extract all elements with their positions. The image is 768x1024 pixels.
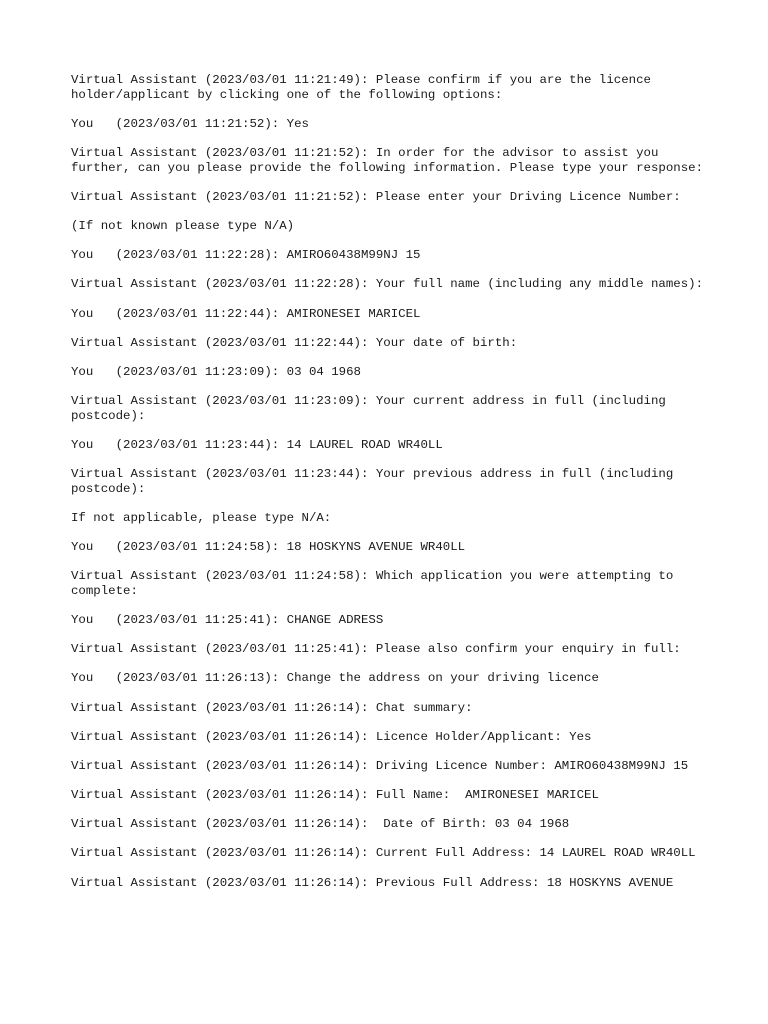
assistant-message: Virtual Assistant (2023/03/01 11:26:14): Current Full Address: 14 LAUREL ROAD WR40LL [71,846,696,861]
user-message: You (2023/03/01 11:26:13): Change the address on your driving licence [71,671,599,686]
assistant-message: Virtual Assistant (2023/03/01 11:26:14): Licence Holder/Applicant: Yes [71,729,592,744]
instruction-note: (If not known please type N/A) [71,218,295,233]
user-message: You (2023/03/01 11:23:09): 03 04 1968 [71,364,361,379]
assistant-message: Virtual Assistant (2023/03/01 11:26:14): Driving Licence Number: AMIRO60438M99NJ 15 [71,758,689,773]
assistant-message: Virtual Assistant (2023/03/01 11:22:44): Your date of birth: [71,335,518,350]
user-message: You (2023/03/01 11:22:28): AMIRO60438M99NJ 15 [71,248,421,263]
user-message: You (2023/03/01 11:24:58): 18 HOSKYNS AVENUE WR40LL [71,540,466,554]
instruction-note: If not applicable, please type N/A: [71,510,332,525]
assistant-message: Virtual Assistant (2023/03/01 11:21:52): In order for the advisor to assist you further, can you please provide the following information. Please type your response: [71,145,704,175]
user-message: You (2023/03/01 11:25:41): CHANGE ADRESS [71,612,384,627]
assistant-message: Virtual Assistant (2023/03/01 11:26:14): Full Name: AMIRONESEI MARICEL [71,788,599,803]
assistant-message: Virtual Assistant (2023/03/01 11:21:52): Please enter your Driving Licence Number: [71,189,681,204]
assistant-message: Virtual Assistant (2023/03/01 11:22:28): Your full name (including any middle names): [71,277,704,292]
user-message: You (2023/03/01 11:23:44): 14 LAUREL ROAD WR40LL [71,437,443,452]
assistant-message: Virtual Assistant (2023/03/01 11:23:44): Your previous address in full (including postcode): [71,467,681,496]
assistant-message: Virtual Assistant (2023/03/01 11:24:58): Which application you were attempting to complete: [71,569,681,598]
chat-transcript [71,73,711,905]
assistant-message: Virtual Assistant (2023/03/01 11:26:14): Previous Full Address: 18 HOSKYNS AVENUE [71,875,674,890]
assistant-message: Virtual Assistant (2023/03/01 11:23:09): Your current address in full (including postcode): [71,394,674,423]
assistant-message: Virtual Assistant (2023/03/01 11:26:14): Chat summary: [71,700,473,715]
assistant-message: Virtual Assistant (2023/03/01 11:26:14): Date of Birth: 03 04 1968 [71,817,570,832]
user-message: You (2023/03/01 11:21:52): Yes [71,116,309,131]
user-message: You (2023/03/01 11:22:44): AMIRONESEI MARICEL [71,306,421,321]
assistant-message: Virtual Assistant (2023/03/01 11:25:41): Please also confirm your enquiry in full: [71,642,681,657]
assistant-message: Virtual Assistant (2023/03/01 11:21:49): Please confirm if you are the licence holder/applicant by clicking one of the following options: [71,73,659,102]
